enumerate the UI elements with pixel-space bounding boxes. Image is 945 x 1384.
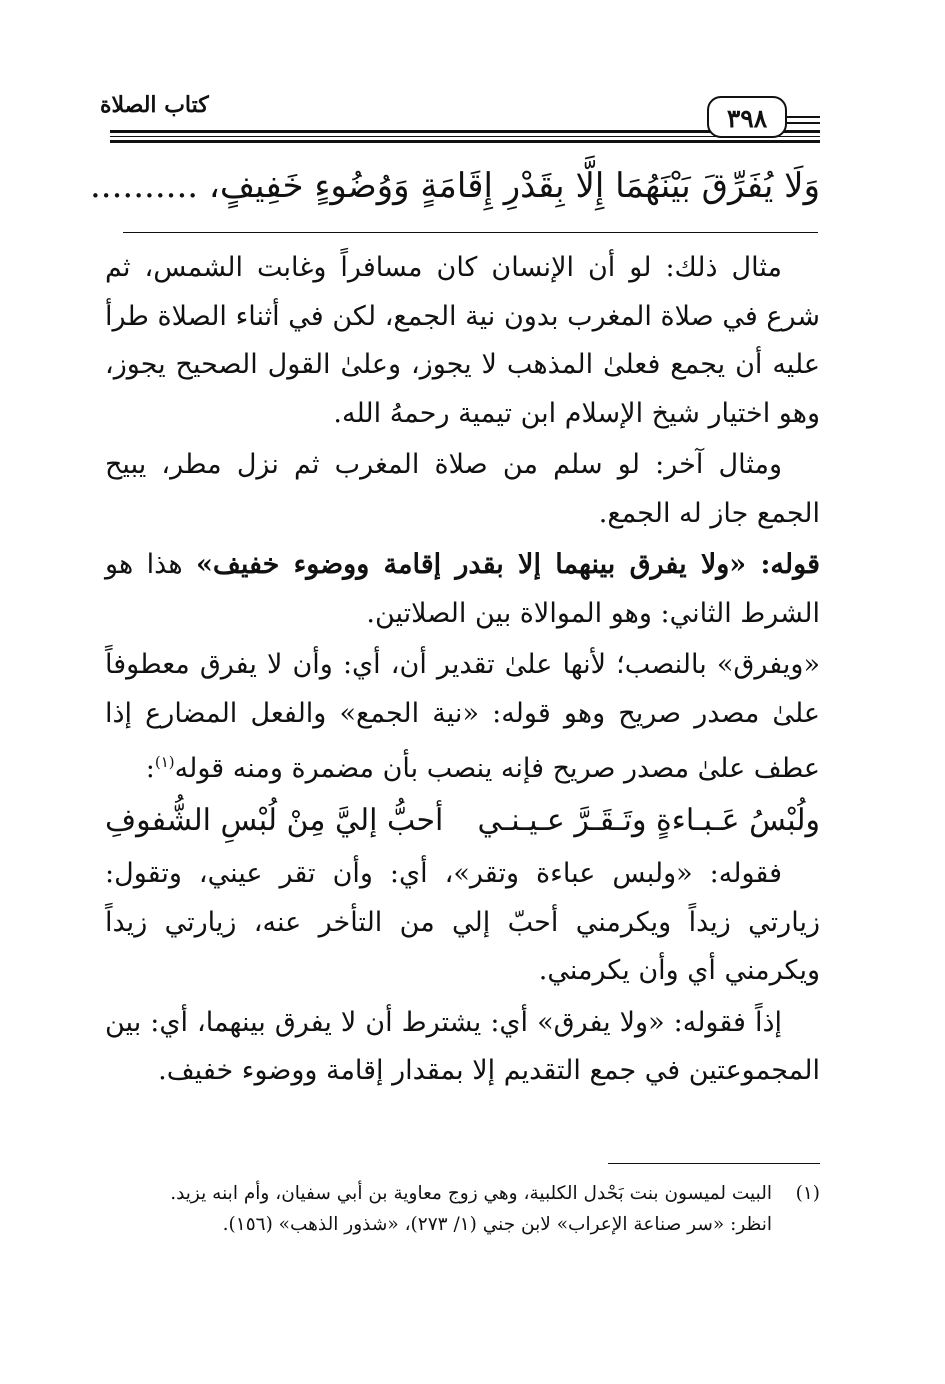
footnote-source: انظر: «سر صناعة الإعراب» لابن جني (١/ ٢٧٣)، «شذور الذهب» (١٥٦). <box>222 1214 772 1235</box>
paragraph-example-1: مثال ذلك: لو أن الإنسان كان مسافراً وغابت الشمس، ثم شرع في صلاة المغرب بدون نية الجمع، لكن في أثناء الصلاة طرأ عليه أن يجمع فعلىٰ المذهب لا يجوز، وعلىٰ القول الصحيح يجوز، وهو اختيار شيخ الإسلام ابن تيمية رحمهُ الله. <box>105 252 820 429</box>
quoted-matn-lead: قوله: «ولا يفرق بينهما إلا بقدر إقامة ووضوء خفيف» <box>196 549 820 580</box>
poetry-verse <box>105 797 820 848</box>
paragraph-conclusion: إذاً فقوله: «ولا يفرق» أي: يشترط أن لا يفرق بينهما، أي: بين المجموعتين في جمع التقديم إلا بمقدار إقامة ووضوء خفيف. <box>105 1006 820 1086</box>
paragraph-second-condition <box>105 541 820 638</box>
header-ornament-line <box>786 116 820 118</box>
paragraph-text: : <box>145 753 155 784</box>
footnote-marker: (١) <box>795 1183 820 1204</box>
commentary-body <box>105 244 820 1099</box>
paragraph-example-2: ومثال آخر: لو سلم من صلاة المغرب ثم نزل مطر، يبيح الجمع جاز له الجمع. <box>105 449 820 529</box>
footnote-rule <box>608 1163 820 1164</box>
footnotes <box>105 1178 820 1240</box>
matn-divider <box>123 232 818 233</box>
header-rule <box>110 140 820 143</box>
paragraph-text: «ويفرق» بالنصب؛ لأنها علىٰ تقدير أن، أي: وأن لا يفرق معطوفاً علىٰ مصدر صريح وهو قوله: «نية الجمع» والفعل المضارع إذا عطف علىٰ مصدر صريح فإنه ينصب بأن مضمرة ومنه قوله <box>105 649 820 784</box>
footnote-item <box>105 1178 820 1209</box>
matn-text: وَلَا يُفَرِّقَ بَيْنَهُمَا إِلَّا بِقَدْرِ إِقَامَةٍ وَوُضُوءٍ خَفِيفٍ، .......... <box>90 166 820 206</box>
footnote-reference: (١) <box>154 753 175 771</box>
paragraph-grammar <box>105 641 820 794</box>
page-number: ٣٩٨ <box>707 96 787 138</box>
paragraph-text: هذا هو الشرط الثاني: وهو الموالاة بين الصلاتين. <box>105 549 820 629</box>
book-title: كتاب الصلاة <box>100 92 209 118</box>
footnote-text: البيت لميسون بنت بَحْدل الكلبية، وهي زوج معاوية بن أبي سفيان، وأم ابنه يزيد. <box>170 1183 772 1204</box>
verse-first-hemistich: ولُبْسُ عَـبـاءةٍ وتَـقَـرَّ عـيـنـي <box>477 802 820 838</box>
verse-second-hemistich: أحبُّ إليَّ مِنْ لُبْسِ الشُّفوفِ <box>105 802 444 838</box>
header-ornament-line <box>786 122 820 124</box>
paragraph-verse-explanation: فقوله: «ولبس عباءة وتقر»، أي: وأن تقر عيني، وتقول: زيارتي زيداً ويكرمني أحبّ إلي من التأخر عنه، زيارتي زيداً ويكرمني أي وأن يكرمني. <box>105 858 820 986</box>
